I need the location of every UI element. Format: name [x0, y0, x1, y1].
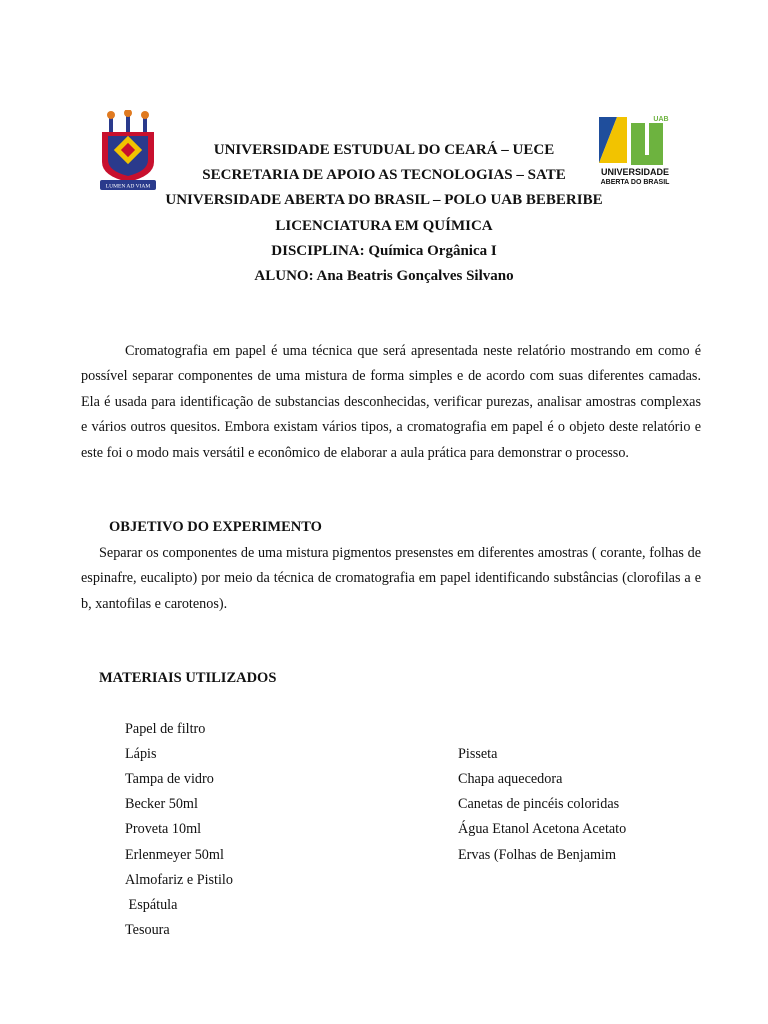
header-course: LICENCIATURA EM QUÍMICA [275, 218, 493, 234]
list-item: Tesoura [125, 922, 170, 938]
list-item: Canetas de pincéis coloridas [458, 796, 620, 812]
uab-name-line1: UNIVERSIDADE [600, 167, 670, 177]
objective-title: OBJETIVO DO EXPERIMENTO [109, 519, 322, 535]
header-secretariat: SECRETARIA DE APOIO AS TECNOLOGIAS – SATE [202, 167, 566, 183]
header-university: UNIVERSIDADE ESTUDUAL DO CEARÁ – UECE [213, 142, 555, 158]
list-item: Erlenmeyer 50ml [125, 847, 224, 863]
list-item: Espátula [125, 897, 178, 913]
uab-acronym: UAB [653, 116, 669, 123]
list-item: Becker 50ml [125, 796, 198, 812]
materials-title: MATERIAIS UTILIZADOS [99, 670, 277, 686]
list-item: Proveta 10ml [125, 821, 202, 837]
list-item: Água Etanol Acetona Acetato [458, 821, 627, 837]
list-item: Almofariz e Pistilo [125, 872, 233, 888]
list-item: Tampa de vidro [125, 771, 214, 787]
list-item: Chapa aquecedora [458, 771, 563, 787]
header-student: ALUNO: Ana Beatris Gonçalves Silvano [254, 268, 514, 284]
header-uab: UNIVERSIDADE ABERTA DO BRASIL – POLO UAB BEBERIBE [165, 192, 603, 208]
objective-paragraph: Separar os componentes de uma mistura pigmentos presenstes em diferentes amostras ( corante, folhas de espinafre, eucalipto) por meio da técnica de cromatografia em papel identificando substâncias (clorofilas a e b, xantofilas e carotenos). [81, 545, 701, 612]
header-discipline: DISCIPLINA: Química Orgânica I [271, 243, 497, 259]
list-item: Lápis [125, 746, 157, 762]
list-item: Pisseta [458, 746, 498, 762]
intro-paragraph: Cromatografia em papel é uma técnica que será apresentada neste relatório mostrando em como é possível separar componentes de uma mistura de forma simples e de acordo com suas diferentes camadas. Ela é usada para identificação de substancias desconhecidas, verificar purezas, analisar amostras complexas e vários outros quesitos. Embora existam vários tipos, a cromatografia em papel é o objeto deste relatório e este foi o modo mais versátil e econômico de elaborar a aula prática para demonstrar o processo. [81, 343, 701, 461]
uab-name-line2: ABERTA DO BRASIL [600, 179, 670, 186]
uece-motto: LUMEN AD VIAM [105, 183, 151, 190]
list-item: Papel de filtro [125, 721, 206, 737]
list-item: Ervas (Folhas de Benjamim [458, 847, 617, 863]
